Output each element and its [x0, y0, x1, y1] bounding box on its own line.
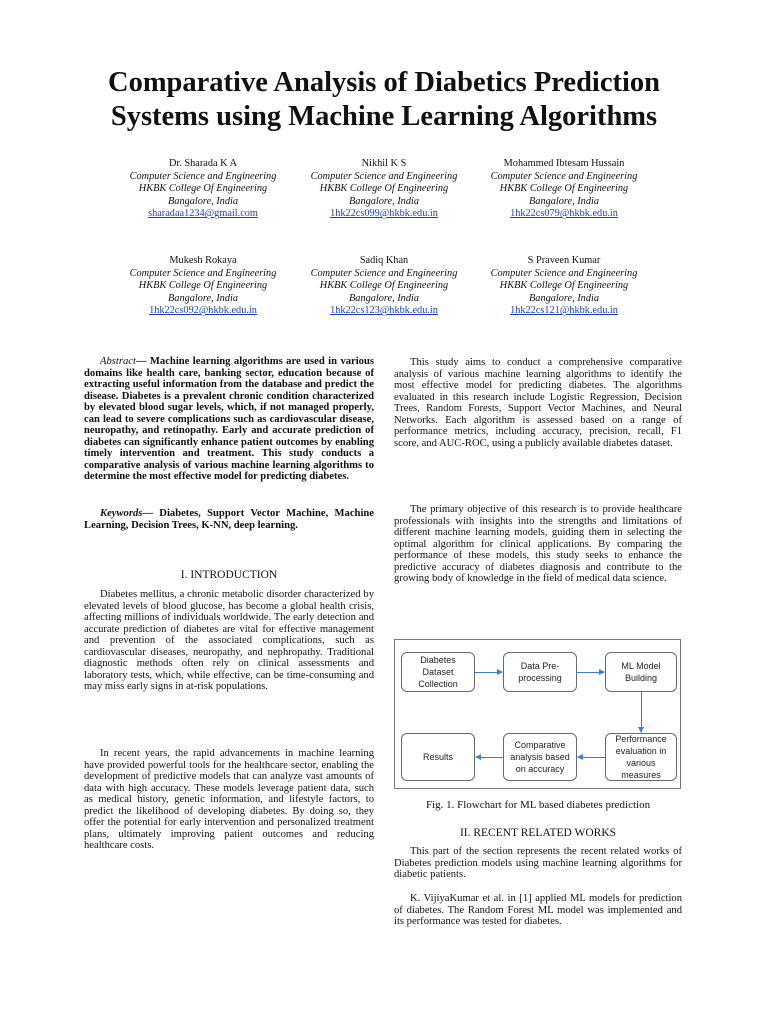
body-paragraph: [394, 846, 682, 881]
author-name: Nikhil K S: [361, 158, 407, 169]
author-block: [284, 158, 484, 221]
related-works-paragraph: K. VijiyaKumar et al. in [1] applied ML models for prediction of diabetes. The Random Forest ML model was implemented and its performance was tested for diabetes.: [394, 893, 682, 927]
body-paragraph: [84, 748, 374, 852]
study-aim-paragraph: This study aims to conduct a comprehensive comparative analysis of various machine learning algorithms to identify the most effective model for predicting diabetes. The algorithms evaluated in this research include Logistic Regression, Decision Trees, Random Forests, Support Vector Machines, and Neural Networks. Each algorithm is assessed based on a range of performance metrics, including accuracy, precision, recall, F1 score, and AUC-ROC, using a publicly available diabetes dataset.: [394, 357, 682, 449]
author-block: [103, 158, 303, 221]
abstract-text: — Machine learning algorithms are used in various domains like health care, banking sector, education because of extracting useful information from the database and predict the disease. Diabetes is a prevalent chronic condition characterized by elevated blood sugar levels, which, if not managed properly, can lead to severe complications such as cardiovascular disease, neuropathy, and retinopathy. Early and accurate prediction of diabetes can significantly enhance patient outcomes by enabling timely intervention and treatment. This study conducts a comparative analysis of various machine learning algorithms to determine the most effective model for predicting diabetes.: [84, 356, 374, 482]
author-department: Computer Science and Engineering: [129, 267, 277, 279]
keywords-text: — Diabetes, Support Vector Machine, Machine Learning, Decision Trees, K-NN, deep learning.: [84, 508, 374, 531]
author-department: Computer Science and Engineering: [490, 170, 638, 182]
author-location: Bangalore, India: [349, 292, 419, 304]
author-name: Mohammed Ibtesam Hussain: [503, 158, 625, 169]
author-department: Computer Science and Engineering: [310, 267, 458, 279]
author-email-link[interactable]: sharadaa1234@gmail.com: [148, 208, 258, 220]
author-email-link[interactable]: 1hk22cs092@hkbk.edu.in: [149, 305, 257, 317]
author-location: Bangalore, India: [529, 292, 599, 304]
author-email-link[interactable]: 1hk22cs121@hkbk.edu.in: [510, 305, 618, 317]
author-location: Bangalore, India: [529, 195, 599, 207]
author-email-link[interactable]: 1hk22cs123@hkbk.edu.in: [330, 305, 438, 317]
keywords-label: Keywords: [100, 508, 143, 519]
author-location: Bangalore, India: [168, 292, 238, 304]
author-location: Bangalore, India: [349, 195, 419, 207]
author-institution: HKBK College Of Engineering: [499, 280, 629, 292]
intro-paragraph-2: In recent years, the rapid advancements in machine learning have provided powerful tools for the healthcare sector, enabling the development of predictive models that can analyze vast amounts of data with high accuracy. These models leverage patient data, such as medical history, genetic information, and lifestyle factors, to predict the likelihood of developing diabetes. By doing so, they offer the potential for early intervention and personalized treatment plans, ultimately improving patient outcomes and reducing healthcare costs.: [84, 748, 374, 851]
author-department: Computer Science and Engineering: [490, 267, 638, 279]
body-paragraph: [84, 589, 374, 693]
author-name: Sadiq Khan: [359, 255, 409, 266]
author-name: S Praveen Kumar: [527, 255, 601, 266]
author-block: [464, 255, 664, 318]
author-institution: HKBK College Of Engineering: [319, 183, 449, 195]
author-block: [103, 255, 303, 318]
paper-title: Comparative Analysis of Diabetics Prediction Systems using Machine Learning Algorithms: [107, 67, 661, 132]
intro-paragraph-1: Diabetes mellitus, a chronic metabolic disorder characterized by elevated levels of blood glucose, has become a global health crisis, affecting millions of individuals worldwide. The early detection and accurate prediction of diabetes are vital for effective management and prevention of the associated complications, such as cardiovascular diseases, neuropathy, and nephropathy. Traditional diagnostic methods often rely on clinical assessments and laboratory tests, which, while effective, can be time-consuming and may miss early signs in at-risk populations.: [84, 589, 374, 692]
author-email-link[interactable]: 1hk22cs099@hkbk.edu.in: [330, 208, 438, 220]
abstract-label: Abstract: [100, 356, 136, 367]
flow-box-dataset-collection: Diabetes Dataset Collection: [401, 652, 475, 692]
author-department: Computer Science and Engineering: [129, 170, 277, 182]
flow-box-ml-model-building: ML Model Building: [605, 652, 677, 692]
author-institution: HKBK College Of Engineering: [138, 280, 268, 292]
flow-arrow: [641, 692, 642, 732]
body-paragraph: [394, 504, 682, 585]
body-paragraph: [394, 893, 682, 928]
flow-box-performance-evaluation: Performance evaluation in various measures: [605, 733, 677, 781]
flow-arrow: [475, 672, 502, 673]
flow-arrow: [476, 757, 503, 758]
author-name: Dr. Sharada K A: [168, 158, 238, 169]
author-department: Computer Science and Engineering: [310, 170, 458, 182]
flow-arrow: [577, 672, 604, 673]
author-institution: HKBK College Of Engineering: [138, 183, 268, 195]
author-name: Mukesh Rokaya: [169, 255, 237, 266]
body-paragraph: [394, 357, 682, 449]
flow-box-comparative-analysis: Comparative analysis based on accuracy: [503, 733, 577, 781]
flow-arrow: [578, 757, 605, 758]
flow-box-data-preprocessing: Data Pre-processing: [503, 652, 577, 692]
section-heading-related-works: II. RECENT RELATED WORKS: [459, 827, 617, 839]
flow-box-results: Results: [401, 733, 475, 781]
figure-caption: Fig. 1. Flowchart for ML based diabetes prediction: [425, 799, 651, 811]
abstract-paragraph: [84, 356, 374, 483]
author-location: Bangalore, India: [168, 195, 238, 207]
author-email-link[interactable]: 1hk22cs079@hkbk.edu.in: [510, 208, 618, 220]
related-works-intro: This part of the section represents the recent related works of Diabetes prediction models using machine learning algorithms for diabetic patients.: [394, 846, 682, 880]
author-institution: HKBK College Of Engineering: [319, 280, 449, 292]
section-heading-introduction: I. INTRODUCTION: [180, 569, 278, 581]
objective-paragraph: The primary objective of this research is to provide healthcare professionals with insights into the strengths and limitations of different machine learning models, guiding them in selecting the optimal algorithm for clinical applications. By comparing the performance of these models, this study seeks to enhance the predictive accuracy of diabetes diagnosis and contribute to the growing body of knowledge in the field of medical data science.: [394, 504, 682, 584]
author-institution: HKBK College Of Engineering: [499, 183, 629, 195]
author-block: [284, 255, 484, 318]
flowchart-figure: [394, 639, 681, 789]
author-block: [464, 158, 664, 221]
keywords-paragraph: [84, 508, 374, 531]
